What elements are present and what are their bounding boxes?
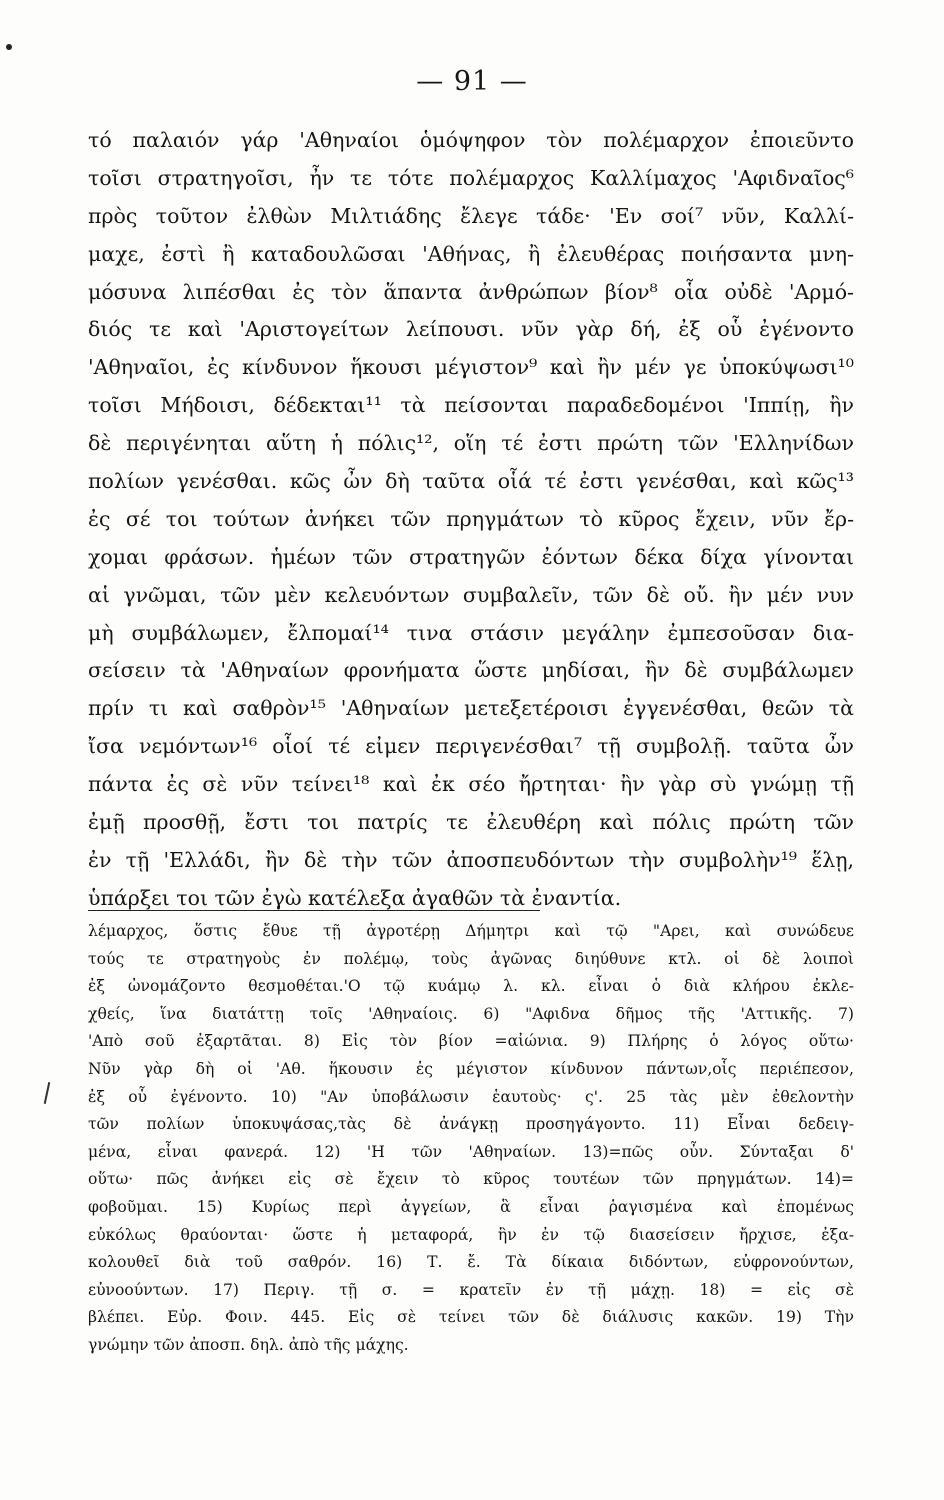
page-number: — 91 — [416,66,528,97]
footnote-line: λέμαρχος, ὅστις ἔθυε τῇ ἀγροτέρῃ Δήμητρι καὶ τῷ "Αρει, καὶ συνώδευε [88,922,854,940]
footnote-line: εὐκόλως θραύονται· ὥστε ἡ μεταφορά, ἣν ἐν τῷ διασείσειν ἤρχισε, ἐξα- [88,1225,854,1244]
footnote-line: 'Απὸ σοῦ ἐξαρτᾶται. 8) Εἰς τὸν βίον =αἰώνια. 9) Πλήρης ὁ λόγος οὕτω· [88,1032,854,1051]
footnote-divider [88,910,540,911]
main-text-line: πρὸς τοῦτον ἐλθὼν Μιλτιάδης ἔλεγε τάδε· 'Εν σοί⁷ νῦν, Καλλί- [88,203,854,228]
main-text-line: δὲ περιγένηται αὕτη ἡ πόλις¹², οἵη τέ ἐστι πρώτη τῶν 'Ελληνίδων [88,431,854,456]
main-text-line: 'Αθηναῖοι, ἐς κίνδυνον ἥκουσι μέγιστον⁹ καὶ ἢν μέν γε ὑποκύψωσι¹⁰ [88,355,854,380]
main-text-line: διός τε καὶ 'Αριστογείτων λείπουσι. νῦν γὰρ δή, ἐξ οὗ ἐγένοντο [88,317,854,342]
main-text-line: πρίν τι καὶ σαθρὸν¹⁵ 'Αθηναίων μετεξετέροισι ἐγγενέσθαι, θεῶν τὰ [88,696,854,721]
main-text-line: τοῖσι Μήδοισι, δέδεκται¹¹ τὰ πείσονται παραδεδομένοι 'Ιππίῃ, ἢν [88,393,854,418]
footnote-line: Νῦν γὰρ δὴ οἱ 'Αθ. ἥκουσιν ἐς μέγιστον κίνδυνον πάντων,οἷς περιέπεσον, [88,1059,854,1078]
footnote-line: γνώμην τῶν ἀποσπ. δηλ. ἀπὸ τῆς μάχης. [88,1335,409,1354]
footnote-line: εὐνοούντων. 17) Περιγ. τῇ σ. = κρατεῖν ἐν τῇ μάχῃ. 18) = εἰς σὲ [88,1280,854,1299]
main-text-line: χομαι φράσων. ἡμέων τῶν στρατηγῶν ἐόντων δέκα δίχα γίνονται [88,544,854,569]
main-text [88,122,854,918]
footnote-line: οὕτω· πῶς ἀνήκει εἰς σὲ ἔχειν τὸ κῦρος τουτέων τῶν πρηγμάτων. 14)= [88,1170,854,1189]
footnote-line: χθείς, ἵνα διατάττῃ τοῖς 'Αθηναίοις. 6) "Αφιδνα δῆμος τῆς 'Αττικῆς. 7) [88,1004,854,1023]
footnotes [88,918,854,1360]
main-text-line: τό παλαιόν γάρ 'Αθηναίοι ὁμόψηφον τὸν πολέμαρχον ἐποιεῦντο [88,128,854,152]
footnote-line: τούς τε στρατηγοὺς ἐν πολέμῳ, τοὺς ἀγῶνας διηύθυνε κτλ. οἱ δὲ λοιποὶ [88,949,854,968]
margin-mark [44,1082,51,1104]
footnote-line: ἐξ ὠνομάζοντο θεσμοθέται.'Ο τῷ κυάμῳ λ. κλ. εἶναι ὁ διὰ κλήρου ἐκλε- [88,977,854,996]
main-text-line: σείσειν τὰ 'Αθηναίων φρονήματα ὥστε μηδίσαι, ἢν δὲ συμβάλωμεν [88,658,854,683]
main-text-line: μὴ συμβάλωμεν, ἔλπομαί¹⁴ τινα στάσιν μεγάλην ἐμπεσοῦσαν δια- [88,620,854,645]
main-text-line: ἴσα νεμόντων¹⁶ οἷοί τέ εἰμεν περιγενέσθαι⁷ τῇ συμβολῇ. ταῦτα ὦν [88,734,854,759]
main-text-line: ἐν τῇ 'Ελλάδι, ἢν δὲ τὴν τῶν ἀποσπευδόντων τὴν συμβολὴν¹⁹ ἕλῃ, [88,847,854,872]
footnote-line: κολουθεῖ διὰ τοῦ σαθρόν. 16) Τ. ἔ. Τὰ δίκαια διδόντων, εὐφρονούντων, [88,1253,854,1272]
main-text-line: ἐμῇ προσθῇ, ἔστι τοι πατρίς τε ἐλευθέρη καὶ πόλις πρώτη τῶν [88,810,854,835]
main-text-line: τοῖσι στρατηγοῖσι, ἦν τε τότε πολέμαρχος Καλλίμαχος 'Αφιδναῖος⁶ [88,165,854,190]
main-text-line: πάντα ἐς σὲ νῦν τείνει¹⁸ καὶ ἐκ σέο ἤρτηται· ἢν γὰρ σὺ γνώμῃ τῇ [88,772,854,797]
scan-edge-mark [6,44,12,50]
footnote-line: φοβοῦμαι. 15) Κυρίως περὶ ἀγγείων, ἃ εἶναι ῥαγισμένα καὶ ἐπομένως [88,1197,854,1216]
footnote-line: βλέπει. Εὐρ. Φοιν. 445. Εἰς σὲ τείνει τῶν δὲ διάλυσις κακῶν. 19) Τὴν [88,1308,854,1327]
main-text-line: αἱ γνῶμαι, τῶν μὲν κελευόντων συμβαλεῖν, τῶν δὲ οὔ. ἢν μέν νυν [88,582,854,607]
main-text-line: ἐς σέ τοι τούτων ἀνήκει τῶν πρηγμάτων τὸ κῦρος ἔχειν, νῦν ἔρ- [88,506,854,531]
main-text-line: μόσυνα λιπέσθαι ἐς τὸν ἅπαντα ἀνθρώπων βίον⁸ οἷα οὐδὲ 'Αρμό- [88,279,854,304]
main-text-line: πολίων γενέσθαι. κῶς ὦν δὴ ταῦτα οἷά τέ ἐστι γενέσθαι, καὶ κῶς¹³ [88,469,854,494]
footnote-line: ἐξ οὗ ἐγένοντο. 10) "Αν ὑποβάλωσιν ἑαυτοὺς· ς'. 25 τὰς μὲν ἐθελοντὴν [88,1087,854,1106]
main-text-line: μαχε, ἐστὶ ἢ καταδουλῶσαι 'Αθήνας, ἢ ἐλευθέρας ποιήσαντα μνη- [88,241,854,266]
footnote-line: τῶν πολίων ὑποκυψάσας,τὰς δὲ ἀνάγκῃ προσηγάγοντο. 11) Εἶναι δεδειγ- [88,1115,854,1134]
main-text-line: ὑπάρξει τοι τῶν ἐγὼ κατέλεξα ἀγαθῶν τὰ ἐναντία. [88,885,622,910]
footnote-line: μένα, εἶναι φανερά. 12) 'Η τῶν 'Αθηναίων. 13)=πῶς οὖν. Σύνταξαι δ' [88,1142,854,1161]
